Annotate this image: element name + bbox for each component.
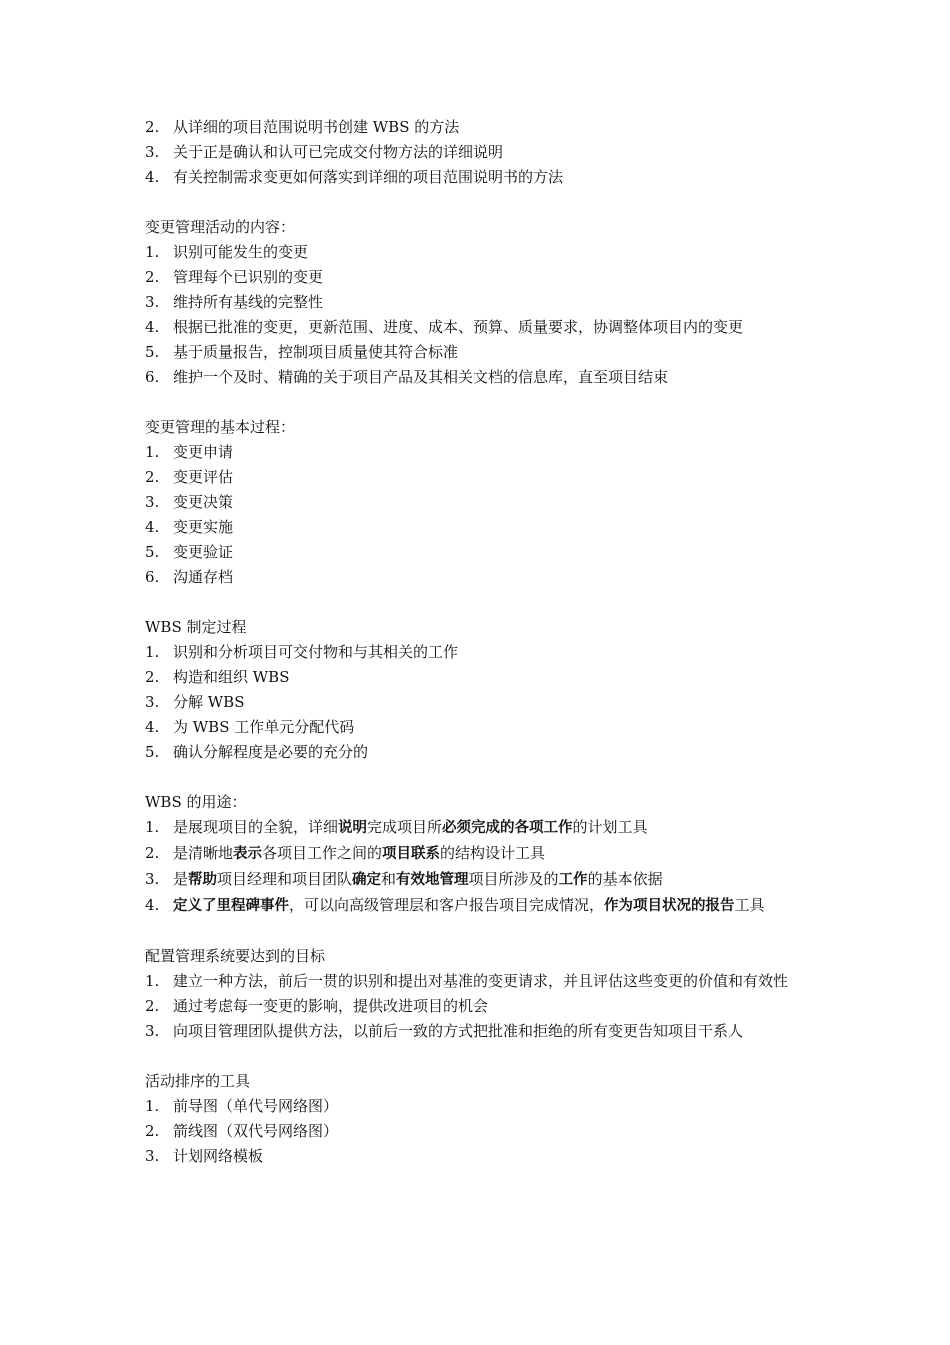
list-item-text: [173, 818, 648, 836]
section: [145, 115, 825, 190]
text-run: 通过考虑每一变更的影响，提供改进项目的机会: [173, 997, 489, 1015]
list-item: [145, 240, 825, 265]
text-run: 项目经理和项目团队: [217, 870, 353, 888]
numbered-list: [145, 440, 825, 590]
text-run: 关于正是确认和认可已完成交付物方法的详细说明: [173, 143, 504, 161]
list-number: 2.: [145, 844, 160, 862]
section: [145, 790, 825, 919]
text-run: 前导图（单代号网络图）: [173, 1097, 339, 1115]
text-run: 和: [381, 870, 397, 888]
bold-text: 必须完成的各项工作: [442, 820, 573, 836]
list-item-text: [173, 1022, 743, 1040]
list-number: 4.: [145, 896, 160, 914]
list-number: 2.: [145, 468, 160, 486]
list-item-text: [173, 243, 308, 261]
list-number: 3.: [145, 493, 160, 511]
list-item: [145, 115, 825, 140]
text-run: 沟通存档: [173, 568, 234, 586]
list-item: [145, 565, 825, 590]
list-item-text: [173, 343, 458, 361]
text-run: 变更决策: [173, 493, 234, 511]
list-number: 1.: [145, 1097, 160, 1115]
list-item: [145, 1019, 825, 1044]
bold-text: 确定: [352, 872, 382, 888]
list-item-text: [173, 870, 663, 888]
list-item: [145, 1144, 825, 1169]
list-item: [145, 140, 825, 165]
text-run: 识别和分析项目可交付物和与其相关的工作: [173, 643, 459, 661]
list-item-text: [173, 997, 488, 1015]
list-number: 1.: [145, 818, 160, 836]
text-run: ，可以向高级管理层和客户报告项目完成情况，: [289, 896, 605, 914]
text-run: 是清晰地: [173, 844, 234, 862]
list-number: 2.: [145, 668, 160, 686]
list-item: [145, 490, 825, 515]
list-item: [145, 841, 825, 867]
list-item: [145, 515, 825, 540]
list-number: 4.: [145, 518, 160, 536]
list-item-text: [173, 468, 233, 486]
text-run: 完成项目所: [367, 818, 443, 836]
text-run: 识别可能发生的变更: [173, 243, 309, 261]
list-item-text: [173, 743, 368, 761]
text-run: 变更申请: [173, 443, 234, 461]
list-item: [145, 290, 825, 315]
text-run: 是展现项目的全貌，详细: [173, 818, 339, 836]
list-number: 1.: [145, 643, 160, 661]
list-item: [145, 690, 825, 715]
list-number: 1.: [145, 443, 160, 461]
list-item-text: [173, 1147, 263, 1165]
section-heading: 变更管理活动的内容：: [145, 218, 296, 236]
list-item: [145, 969, 825, 994]
numbered-list: [145, 240, 825, 390]
numbered-list: [145, 115, 825, 190]
list-item-text: [173, 268, 323, 286]
text-run: 的结构设计工具: [440, 844, 546, 862]
text-run: 为 WBS 工作单元分配代码: [173, 718, 355, 736]
text-run: 构造和组织 WBS: [173, 668, 290, 686]
list-number: 5.: [145, 343, 160, 361]
section: [145, 215, 825, 390]
text-run: 根据已批准的变更，更新范围、进度、成本、预算、质量要求，协调整体项目内的变更: [173, 318, 744, 336]
text-run: 工具: [734, 896, 765, 914]
section: [145, 615, 825, 765]
list-item: [145, 165, 825, 190]
list-number: 3.: [145, 870, 160, 888]
document-body: [145, 115, 825, 1194]
list-number: 1.: [145, 972, 160, 990]
text-run: 变更实施: [173, 518, 234, 536]
list-number: 3.: [145, 143, 160, 161]
text-run: 基于质量报告，控制项目质量使其符合标准: [173, 343, 459, 361]
list-item: [145, 740, 825, 765]
list-number: 4.: [145, 168, 160, 186]
list-item: [145, 265, 825, 290]
bold-text: 定义了里程碑事件: [173, 898, 289, 914]
text-run: 各项目工作之间的: [262, 844, 383, 862]
numbered-list: [145, 815, 825, 919]
list-item-text: [173, 168, 563, 186]
text-run: 箭线图（双代号网络图）: [173, 1122, 339, 1140]
list-number: 6.: [145, 368, 160, 386]
list-item: [145, 365, 825, 390]
text-run: 的基本依据: [587, 870, 663, 888]
bold-text: 项目联系: [382, 846, 441, 862]
text-run: 是: [173, 870, 189, 888]
list-item-text: [173, 643, 458, 661]
list-item: [145, 994, 825, 1019]
list-item: [145, 440, 825, 465]
text-run: 向项目管理团队提供方法，以前后一致的方式把批准和拒绝的所有变更告知项目干系人: [173, 1022, 744, 1040]
list-item: [145, 540, 825, 565]
list-number: 5.: [145, 543, 160, 561]
section-heading: WBS 的用途：: [145, 793, 247, 811]
list-item: [145, 893, 825, 919]
list-item-text: [173, 543, 233, 561]
list-item-text: [173, 368, 668, 386]
list-number: 6.: [145, 568, 160, 586]
bold-text: 帮助: [188, 872, 218, 888]
list-number: 2.: [145, 1122, 160, 1140]
list-item: [145, 715, 825, 740]
section: [145, 415, 825, 590]
section-heading: 配置管理系统要达到的目标: [145, 947, 326, 965]
list-number: 2.: [145, 997, 160, 1015]
list-item: [145, 465, 825, 490]
list-number: 3.: [145, 1147, 160, 1165]
section-heading: 变更管理的基本过程：: [145, 418, 296, 436]
list-number: 3.: [145, 293, 160, 311]
text-run: 项目所涉及的: [468, 870, 559, 888]
list-number: 2.: [145, 268, 160, 286]
list-item: [145, 665, 825, 690]
list-item-text: [173, 293, 323, 311]
numbered-list: [145, 969, 825, 1044]
list-item-text: [173, 518, 233, 536]
list-item-text: [173, 668, 290, 686]
list-item: [145, 867, 825, 893]
section: [145, 944, 825, 1044]
list-item-text: [173, 718, 354, 736]
list-item-text: [173, 1122, 338, 1140]
bold-text: 有效地管理: [396, 872, 469, 888]
list-item-text: [173, 896, 765, 914]
text-run: 确认分解程度是必要的充分的: [173, 743, 369, 761]
section-heading: WBS 制定过程: [145, 618, 247, 636]
list-item-text: [173, 568, 233, 586]
list-item: [145, 1119, 825, 1144]
numbered-list: [145, 1094, 825, 1169]
list-number: 2.: [145, 118, 160, 136]
list-item-text: [173, 443, 233, 461]
list-item: [145, 815, 825, 841]
text-run: 变更验证: [173, 543, 234, 561]
section-heading: 活动排序的工具: [145, 1072, 251, 1090]
list-item-text: [173, 118, 459, 136]
text-run: 管理每个已识别的变更: [173, 268, 324, 286]
list-item-text: [173, 318, 743, 336]
list-item: [145, 640, 825, 665]
text-run: 从详细的项目范围说明书创建 WBS 的方法: [173, 118, 460, 136]
bold-text: 工作: [558, 872, 588, 888]
list-item-text: [173, 493, 233, 511]
list-item-text: [173, 1097, 338, 1115]
bold-text: 表示: [233, 846, 263, 862]
text-run: 维护一个及时、精确的关于项目产品及其相关文档的信息库，直至项目结束: [173, 368, 669, 386]
list-number: 1.: [145, 243, 160, 261]
list-item-text: [173, 143, 503, 161]
bold-text: 说明: [338, 820, 368, 836]
text-run: 分解 WBS: [173, 693, 245, 711]
text-run: 维持所有基线的完整性: [173, 293, 324, 311]
bold-text: 作为项目状况的报告: [604, 898, 735, 914]
list-item-text: [173, 844, 545, 862]
list-number: 3.: [145, 693, 160, 711]
list-item: [145, 340, 825, 365]
list-item: [145, 315, 825, 340]
list-item-text: [173, 972, 788, 990]
text-run: 计划网络模板: [173, 1147, 264, 1165]
section: [145, 1069, 825, 1169]
list-number: 4.: [145, 718, 160, 736]
text-run: 建立一种方法，前后一贯的识别和提出对基准的变更请求，并且评估这些变更的价值和有效性: [173, 972, 789, 990]
list-number: 5.: [145, 743, 160, 761]
numbered-list: [145, 640, 825, 765]
list-item-text: [173, 693, 245, 711]
text-run: 的计划工具: [572, 818, 648, 836]
text-run: 变更评估: [173, 468, 234, 486]
list-item: [145, 1094, 825, 1119]
list-number: 4.: [145, 318, 160, 336]
text-run: 有关控制需求变更如何落实到详细的项目范围说明书的方法: [173, 168, 564, 186]
list-number: 3.: [145, 1022, 160, 1040]
